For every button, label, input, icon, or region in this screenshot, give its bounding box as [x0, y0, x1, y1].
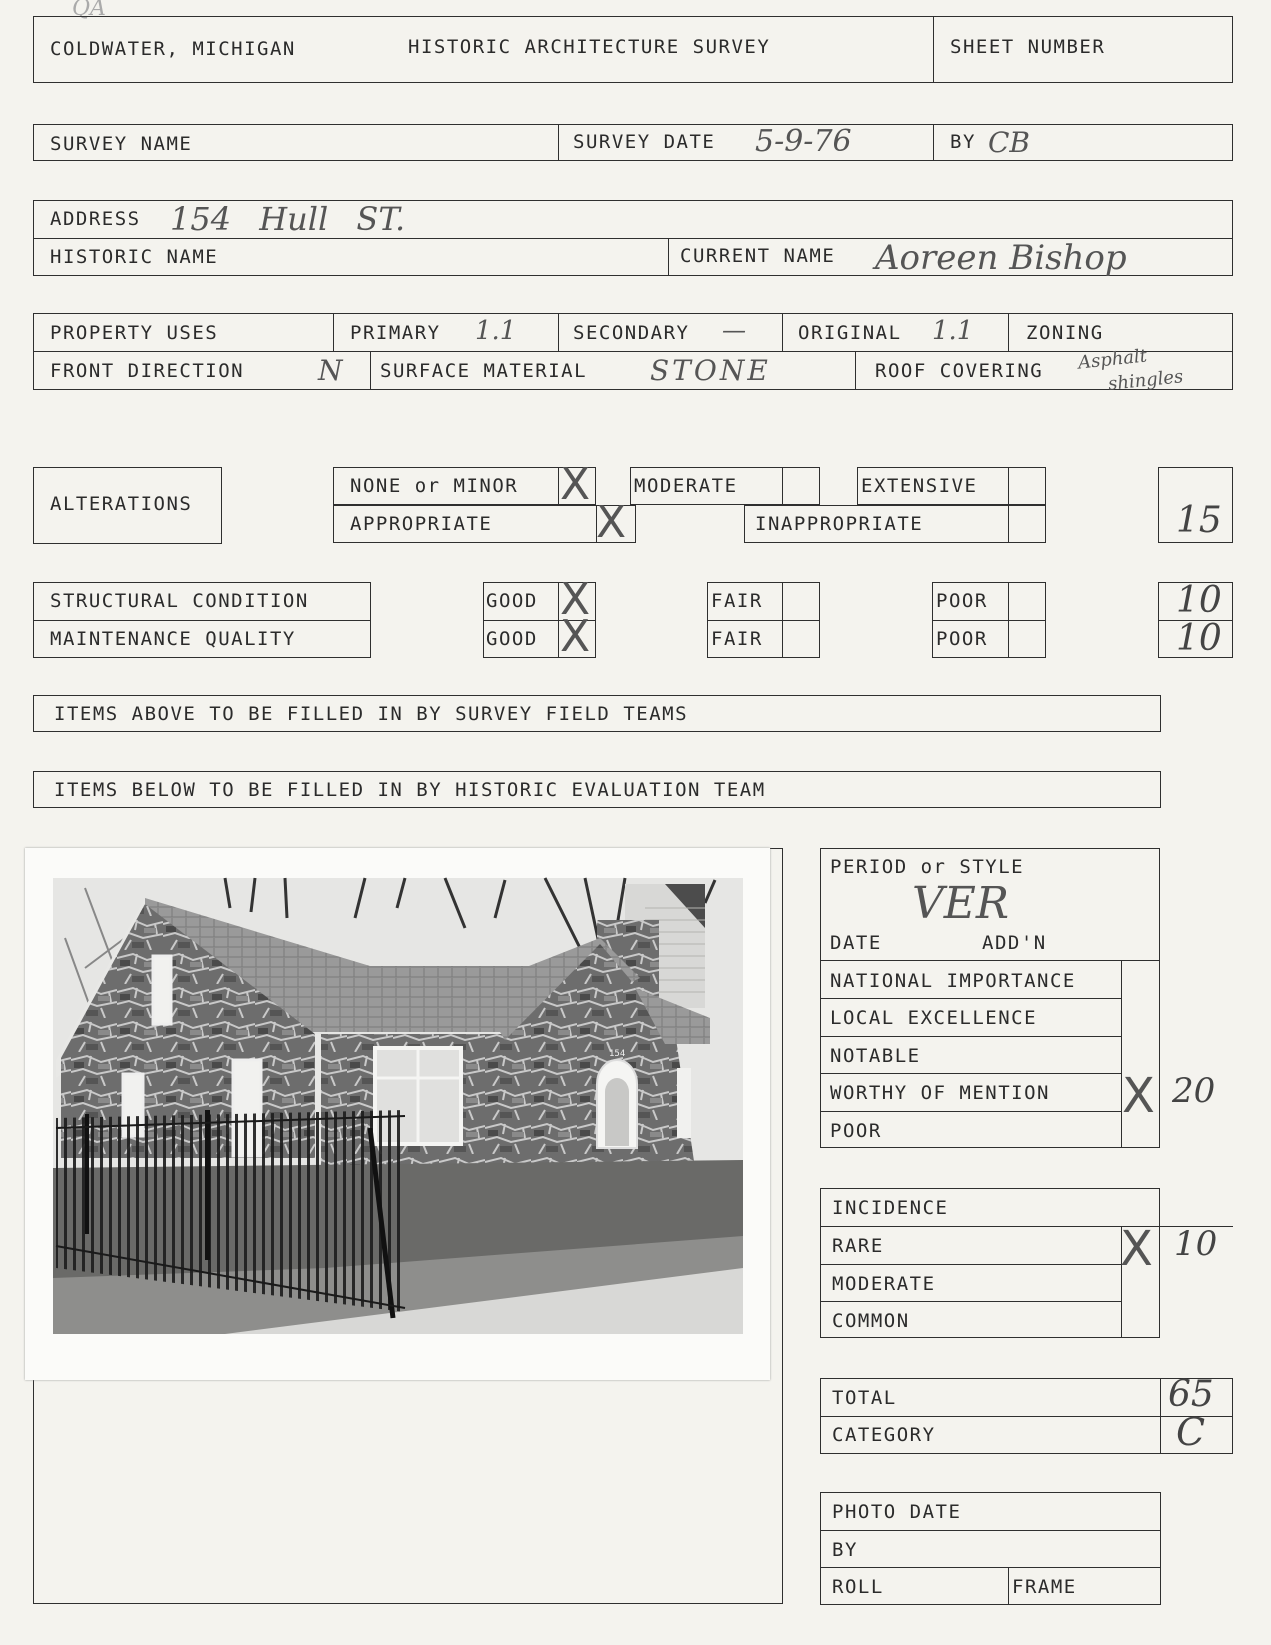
structural-score: 10 — [1176, 580, 1222, 621]
survey-date-label: SURVEY DATE — [573, 131, 716, 153]
roof-covering-value-2: shingles — [1107, 366, 1185, 395]
inappropriate-label: INAPPROPRIATE — [755, 513, 924, 535]
survey-date-value: 5-9-76 — [755, 124, 852, 159]
category-value: C — [1176, 1410, 1206, 1454]
incidence-label: INCIDENCE — [832, 1197, 949, 1219]
property-uses-label: PROPERTY USES — [50, 322, 219, 344]
by-value: CB — [988, 126, 1030, 159]
current-name-label: CURRENT NAME — [680, 245, 836, 267]
structural-good-label: GOOD — [486, 590, 538, 612]
house-photograph — [25, 848, 770, 1380]
maintenance-good-mark: X — [560, 611, 591, 662]
date-label: DATE — [830, 932, 882, 954]
corner-mark: QA — [72, 0, 106, 21]
appropriate-label: APPROPRIATE — [350, 513, 493, 535]
secondary-value: — — [722, 316, 746, 344]
structural-fair-label: FAIR — [711, 590, 763, 612]
original-label: ORIGINAL — [798, 322, 902, 344]
current-name-value: Aoreen Bishop — [875, 238, 1127, 278]
front-direction-label: FRONT DIRECTION — [50, 360, 245, 382]
national-importance-label: NATIONAL IMPORTANCE — [830, 970, 1076, 992]
address-label: ADDRESS — [50, 208, 141, 230]
rare-label: RARE — [832, 1235, 884, 1257]
notable-label: NOTABLE — [830, 1045, 921, 1067]
worthy-of-mention-mark: X — [1122, 1068, 1155, 1124]
form-title: HISTORIC ARCHITECTURE SURVEY — [408, 36, 771, 58]
stone-cottage-image — [25, 848, 770, 1380]
surface-material-value: STONE — [650, 354, 771, 387]
total-label: TOTAL — [832, 1387, 897, 1409]
original-value: 1.1 — [932, 316, 974, 346]
appropriate-mark: X — [596, 497, 627, 548]
period-style-label: PERIOD or STYLE — [830, 856, 1025, 878]
photo-date-label: PHOTO DATE — [832, 1501, 962, 1523]
structural-good-mark: X — [560, 574, 591, 625]
maintenance-poor-label: POOR — [936, 628, 988, 650]
city-label: COLDWATER, MICHIGAN — [50, 38, 296, 60]
period-style-value: VER — [912, 878, 1010, 929]
surface-material-label: SURFACE MATERIAL — [380, 360, 588, 382]
historic-name-label: HISTORIC NAME — [50, 246, 219, 268]
maintenance-score: 10 — [1176, 618, 1222, 659]
maintenance-fair-label: FAIR — [711, 628, 763, 650]
secondary-label: SECONDARY — [573, 322, 690, 344]
common-label: COMMON — [832, 1310, 910, 1332]
extensive-label: EXTENSIVE — [861, 475, 978, 497]
survey-name-label: SURVEY NAME — [50, 133, 193, 155]
frame-label: FRAME — [1012, 1576, 1077, 1598]
front-direction-value: N — [318, 354, 343, 387]
by-label: BY — [950, 131, 976, 153]
category-label: CATEGORY — [832, 1424, 936, 1446]
incidence-moderate-label: MODERATE — [832, 1273, 936, 1295]
alterations-label: ALTERATIONS — [50, 493, 193, 515]
evaluation-team-note: ITEMS BELOW TO BE FILLED IN BY HISTORIC EVALUATION TEAM — [54, 779, 766, 801]
total-value: 65 — [1168, 1374, 1214, 1415]
none-minor-label: NONE or MINOR — [350, 475, 519, 497]
sheet-number-label: SHEET NUMBER — [950, 36, 1106, 58]
address-value: 154 Hull ST. — [170, 200, 406, 238]
worthy-of-mention-label: WORTHY OF MENTION — [830, 1082, 1050, 1104]
primary-value: 1.1 — [475, 316, 517, 346]
roof-covering-label: ROOF COVERING — [875, 360, 1044, 382]
moderate-label: MODERATE — [634, 475, 738, 497]
roof-covering-value-1: Asphalt — [1077, 345, 1148, 374]
primary-label: PRIMARY — [350, 322, 441, 344]
structural-condition-label: STRUCTURAL CONDITION — [50, 590, 309, 612]
rare-mark: X — [1120, 1221, 1153, 1277]
addn-label: ADD'N — [982, 932, 1047, 954]
zoning-label: ZONING — [1026, 322, 1104, 344]
alterations-score: 15 — [1176, 500, 1222, 541]
field-teams-note: ITEMS ABOVE TO BE FILLED IN BY SURVEY FIELD TEAMS — [54, 703, 689, 725]
structural-poor-label: POOR — [936, 590, 988, 612]
house-number: 154 — [609, 1049, 626, 1059]
none-minor-mark: X — [560, 459, 591, 510]
poor-label: POOR — [830, 1120, 882, 1142]
roll-label: ROLL — [832, 1576, 884, 1598]
maintenance-quality-label: MAINTENANCE QUALITY — [50, 628, 296, 650]
incidence-score: 10 — [1174, 1224, 1218, 1264]
importance-score: 20 — [1172, 1071, 1216, 1111]
local-excellence-label: LOCAL EXCELLENCE — [830, 1007, 1038, 1029]
maintenance-good-label: GOOD — [486, 628, 538, 650]
photo-by-label: BY — [832, 1539, 858, 1561]
